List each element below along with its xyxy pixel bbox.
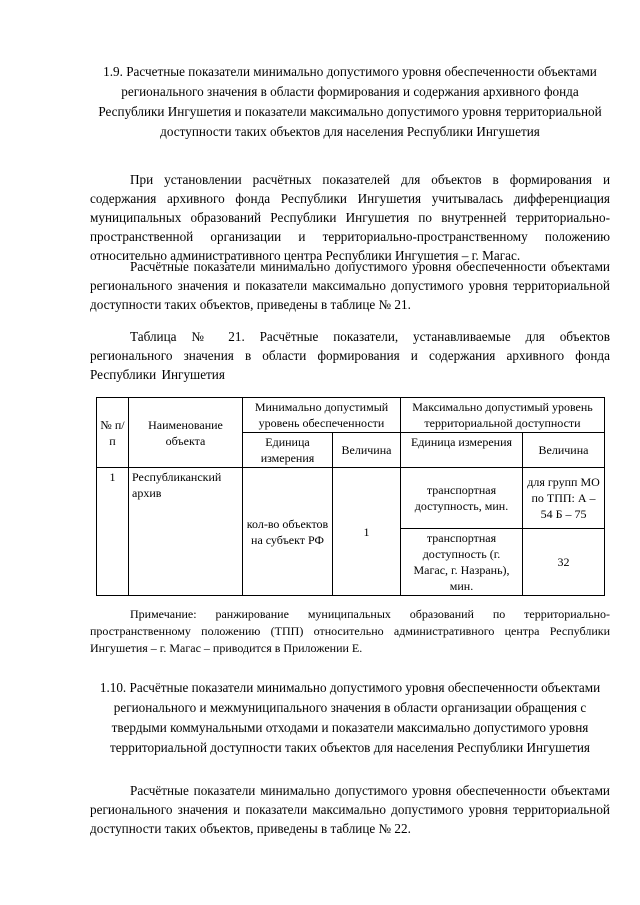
table-21-note: Примечание: ранжирование муниципальных образований по территориально-пространственному положению (ТПП) относительно административного центра Республики Ингушетия – г. Магас – приводится в Приложении Е. [90, 607, 610, 655]
row-max-unit-2: транспортная доступность (г. Магас, г. Назрань), мин. [401, 529, 523, 596]
header-name: Наименование объекта [129, 398, 243, 468]
section-9-paragraph-1: При установлении расчётных показателей для объектов в формирования и содержания архивного фонда Республики Ингушетия учитывалась дифференциация муниципальных образований Республики Ингушетия по внутренней территориально-пространственной организации и территориально-пространственному положению относительно административного центра Республики Ингушетия – г. Магас. [90, 172, 610, 263]
section-9-heading: 1.9. Расчетные показатели минимально допустимого уровня обеспеченности объектами регионального значения в области формирования и содержания архивного фонда Республики Ингушетия и показатели максимально допустимого уровня территориальной доступности таких объектов для населения Республики Ингушетия [98, 64, 602, 139]
row-name: Республиканский архив [129, 468, 243, 596]
row-max-unit-1: транспортная доступность, мин. [401, 468, 523, 529]
header-min-group: Минимально допустимый уровень обеспеченности [243, 398, 401, 433]
header-min-unit: Единица измерения [243, 433, 333, 468]
header-num: № п/п [97, 398, 129, 468]
header-max-unit: Единица измерения [401, 433, 523, 468]
row-min-value: 1 [333, 468, 401, 596]
header-min-value: Величина [333, 433, 401, 468]
header-max-value: Величина [523, 433, 605, 468]
table-21-caption: Таблица № 21. Расчётные показатели, устанавливаемые для объектов регионального значения в области формирования и содержания архивного фонда Республики Ингушетия [90, 329, 610, 382]
table-21 [96, 397, 605, 596]
section-10-heading: 1.10. Расчётные показатели минимально допустимого уровня обеспеченности объектами регионального и межмуниципального значения в области организации обращения с твердыми коммунальными отходами и показатели максимально допустимого уровня территориальной доступности таких объектов для населения Республики Ингушетия [99, 680, 601, 755]
section-10-paragraph-1: Расчётные показатели минимально допустимого уровня обеспеченности объектами регионального значения и показатели максимально допустимого уровня территориальной доступности таких объектов, приведены в таблице № 22. [90, 783, 610, 836]
row-max-value-2: 32 [523, 529, 605, 596]
row-max-value-1: для групп МО по ТПП: А – 54 Б – 75 [523, 468, 605, 529]
section-9-paragraph-2: Расчётные показатели минимально допустимого уровня обеспеченности объектами регионального значения и показатели максимально допустимого уровня территориальной доступности таких объектов, приведены в таблице № 21. [90, 259, 610, 312]
header-max-group: Максимально допустимый уровень территориальной доступности [401, 398, 605, 433]
row-num: 1 [97, 468, 129, 596]
row-min-unit: кол-во объектов на субъект РФ [243, 468, 333, 596]
